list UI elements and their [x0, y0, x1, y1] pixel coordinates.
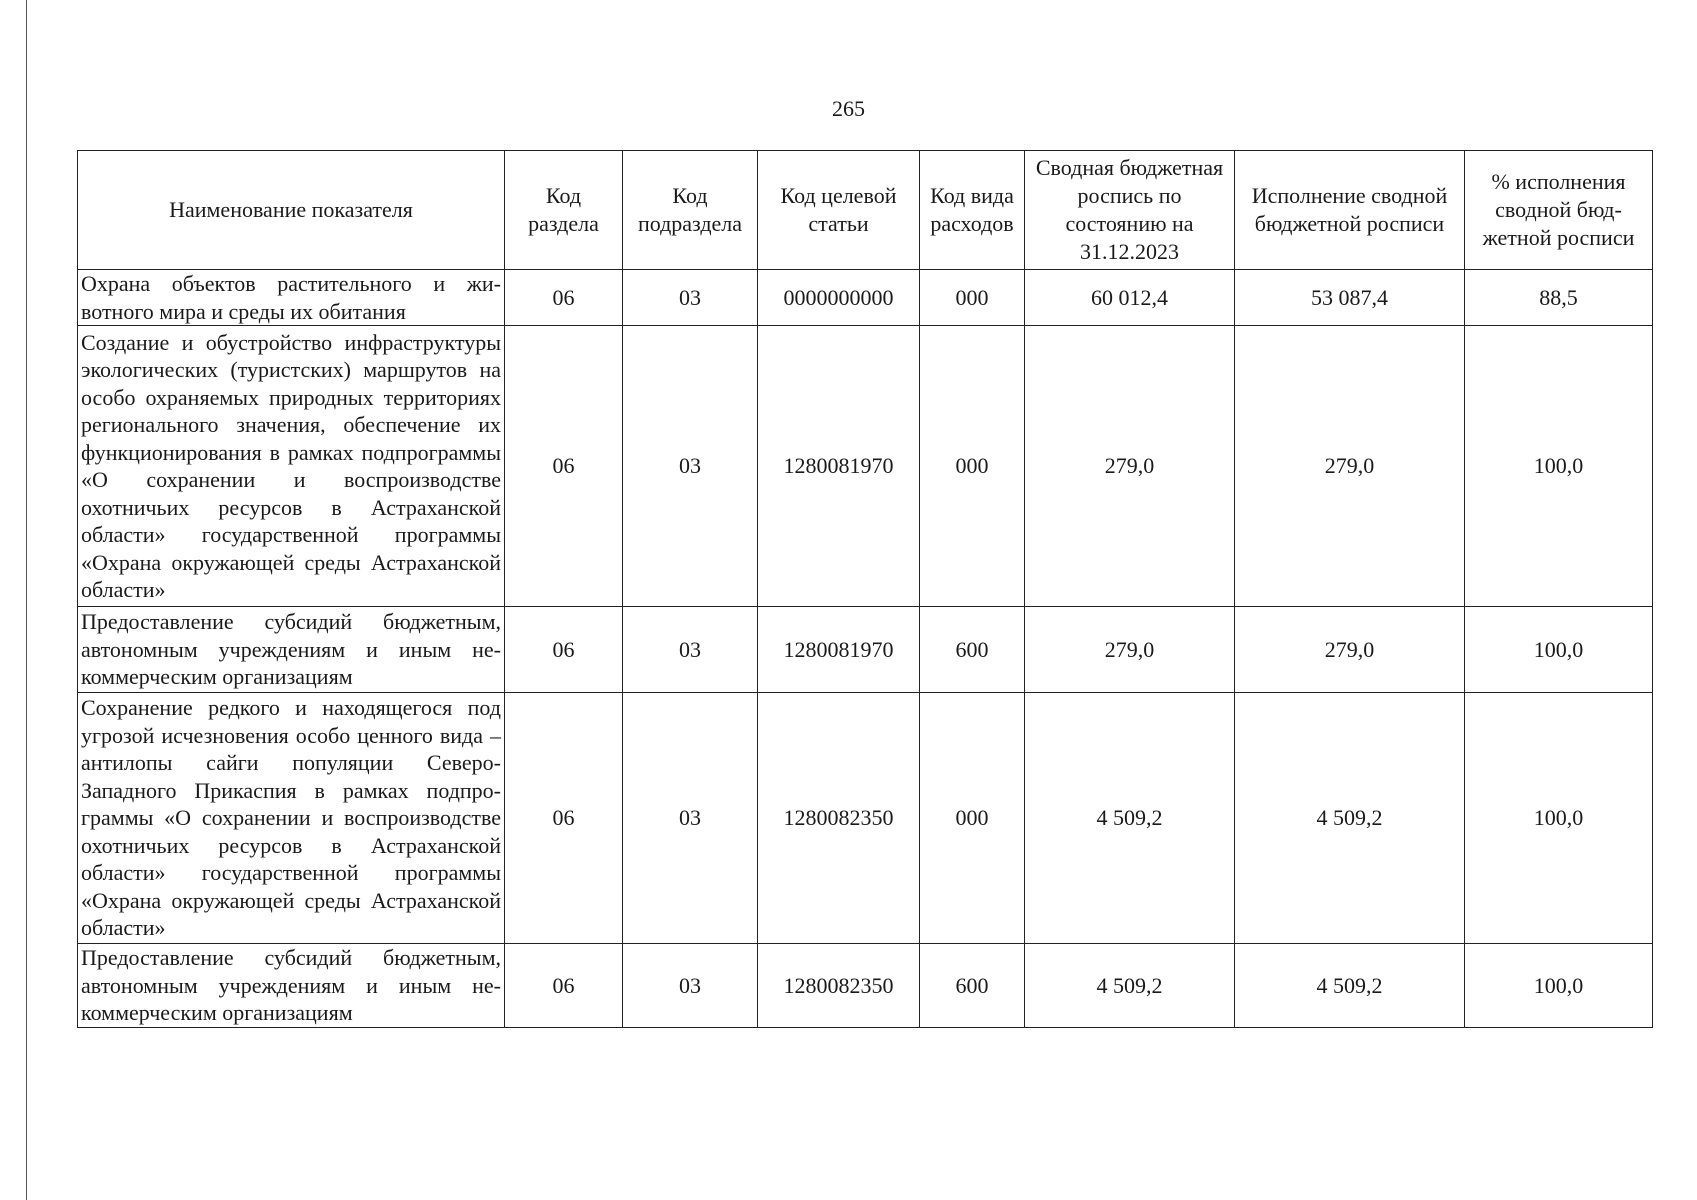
cell-execution-percent: 100,0: [1465, 693, 1653, 944]
table-row: [78, 270, 1653, 326]
cell-subsection-code: 03: [623, 270, 758, 326]
cell-planned-budget: 279,0: [1025, 326, 1235, 607]
cell-expense-type-code: 600: [920, 944, 1025, 1028]
cell-planned-budget: 279,0: [1025, 607, 1235, 693]
cell-target-code: 1280081970: [758, 607, 920, 693]
cell-subsection-code: 03: [623, 944, 758, 1028]
cell-executed-budget: 53 087,4: [1235, 270, 1465, 326]
budget-execution-table: [77, 150, 1653, 1028]
header-target-code: Код целевой статьи: [758, 151, 920, 270]
cell-indicator-name: Предоставление субсидий бюджетным, автономным учреждениям и иным некоммерческим организациям: [78, 607, 505, 693]
cell-executed-budget: 4 509,2: [1235, 693, 1465, 944]
cell-executed-budget: 279,0: [1235, 326, 1465, 607]
cell-planned-budget: 4 509,2: [1025, 944, 1235, 1028]
cell-execution-percent: 100,0: [1465, 944, 1653, 1028]
cell-planned-budget: 60 012,4: [1025, 270, 1235, 326]
cell-target-code: 0000000000: [758, 270, 920, 326]
cell-section-code: 06: [505, 270, 623, 326]
table-row: [78, 326, 1653, 607]
cell-expense-type-code: 600: [920, 607, 1025, 693]
header-indicator-name: Наименование показателя: [78, 151, 505, 270]
header-subsection-code: Код подраздела: [623, 151, 758, 270]
cell-subsection-code: 03: [623, 693, 758, 944]
cell-expense-type-code: 000: [920, 326, 1025, 607]
cell-indicator-name: Охрана объектов растительного и животного мира и среды их обитания: [78, 270, 505, 326]
cell-indicator-name: Сохранение редкого и находящегося под угрозой исчезновения особо ценного вида – антилопы сайги популяции Северо-Западного Прикаспия в рамках подпрограммы «О сохранении и воспроизводстве охотничьих ресурсов в Астраханской области» государственной программы «Охрана окружающей среды Астраханской области»: [78, 693, 505, 944]
cell-target-code: 1280081970: [758, 326, 920, 607]
cell-section-code: 06: [505, 944, 623, 1028]
cell-executed-budget: 4 509,2: [1235, 944, 1465, 1028]
cell-section-code: 06: [505, 326, 623, 607]
cell-execution-percent: 100,0: [1465, 326, 1653, 607]
cell-subsection-code: 03: [623, 326, 758, 607]
cell-planned-budget: 4 509,2: [1025, 693, 1235, 944]
cell-expense-type-code: 000: [920, 693, 1025, 944]
left-margin-line: [26, 0, 27, 1200]
cell-execution-percent: 88,5: [1465, 270, 1653, 326]
cell-section-code: 06: [505, 693, 623, 944]
cell-expense-type-code: 000: [920, 270, 1025, 326]
table-row: [78, 607, 1653, 693]
cell-section-code: 06: [505, 607, 623, 693]
cell-indicator-name: Предоставление субсидий бюджетным, автономным учреждениям и иным некоммерческим организациям: [78, 944, 505, 1028]
cell-execution-percent: 100,0: [1465, 607, 1653, 693]
table-row: [78, 693, 1653, 944]
table-header-row: [78, 151, 1653, 270]
header-planned-budget: Сводная бюджетная роспись по состоянию на 31.12.2023: [1025, 151, 1235, 270]
header-expense-type-code: Код вида расходов: [920, 151, 1025, 270]
page-number: 265: [832, 96, 865, 121]
cell-executed-budget: 279,0: [1235, 607, 1465, 693]
header-execution-percent: % исполнения сводной бюд-жетной росписи: [1465, 151, 1653, 270]
header-executed-budget: Исполнение сводной бюджетной росписи: [1235, 151, 1465, 270]
cell-subsection-code: 03: [623, 607, 758, 693]
header-section-code: Код раздела: [505, 151, 623, 270]
cell-target-code: 1280082350: [758, 944, 920, 1028]
table-row: [78, 944, 1653, 1028]
cell-indicator-name: Создание и обустройство инфраструктуры экологических (туристских) маршрутов на особо охраняемых природных территориях регионального значения, обеспечение их функционирования в рамках подпрограммы «О сохранении и воспроизводстве охотничьих ресурсов в Астраханской области» государственной программы «Охрана окружающей среды Астраханской области»: [78, 326, 505, 607]
cell-target-code: 1280082350: [758, 693, 920, 944]
